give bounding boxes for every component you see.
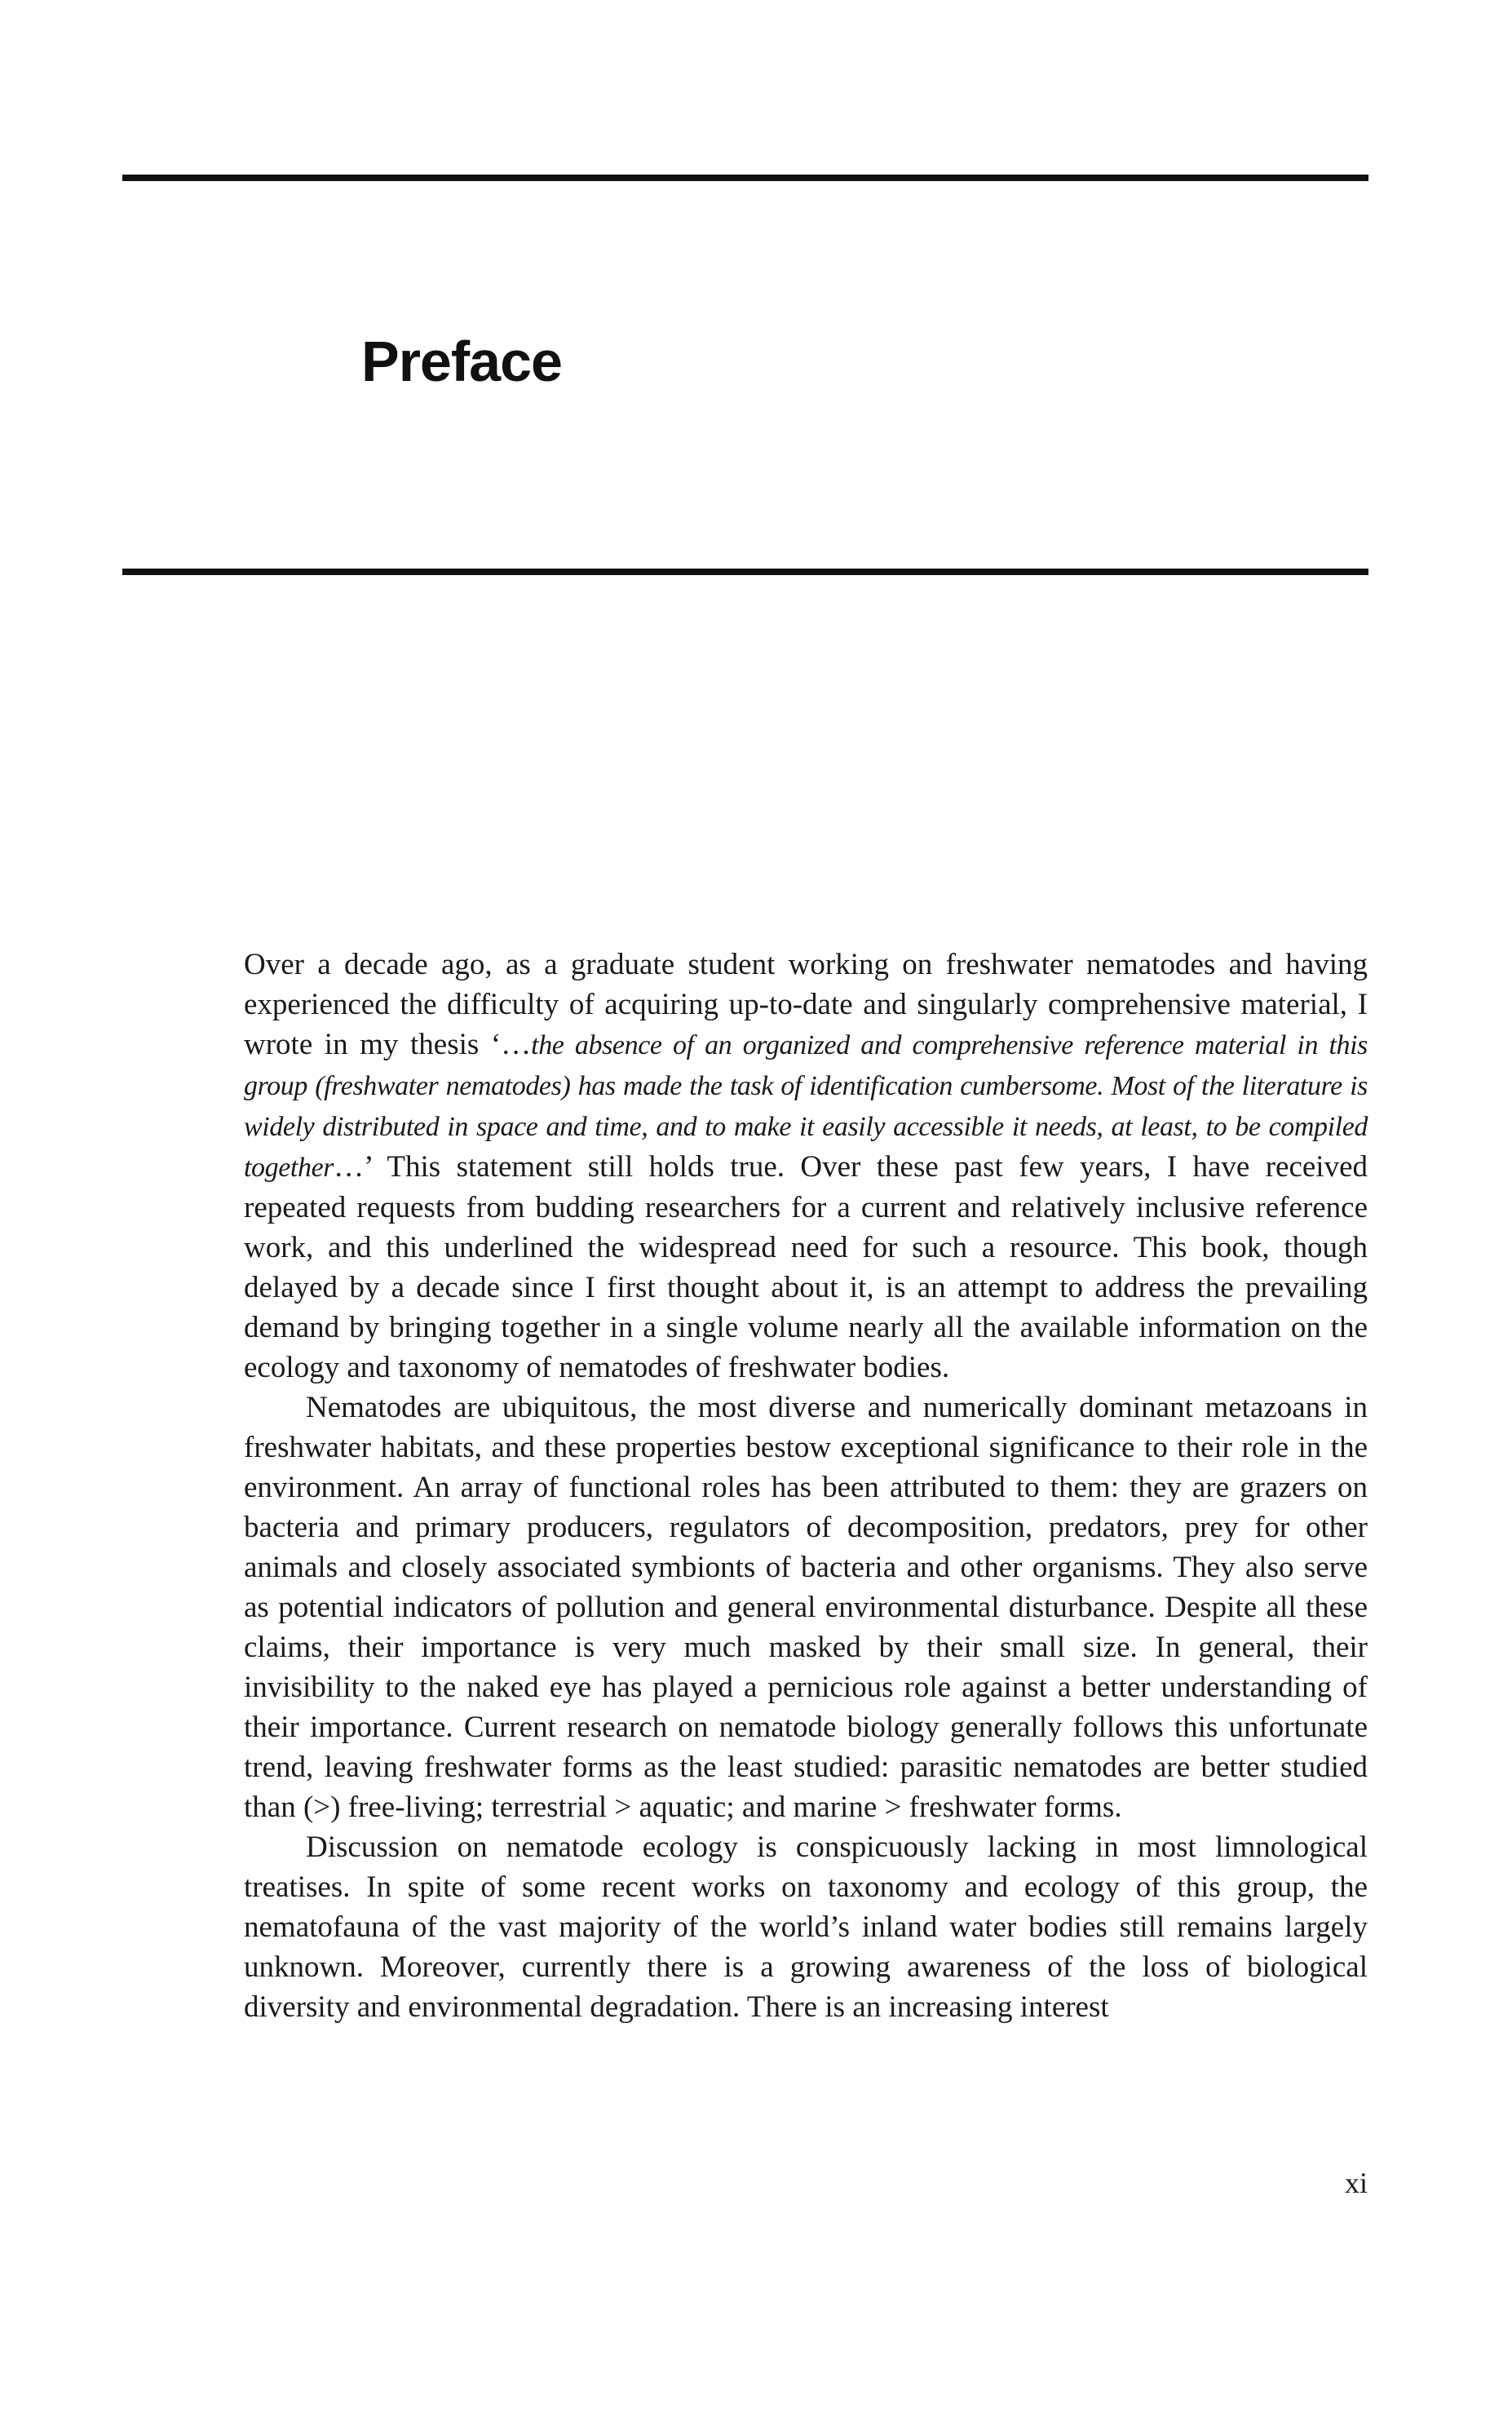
page-number: xi bbox=[1344, 2167, 1368, 2199]
paragraph-1-lead: Over a decade ago, as a graduate student working on freshwater nematodes and having experienced the difficulty of acquiring up-to-date and singularly comprehensive material, I wrote in my thesis ‘… bbox=[244, 948, 1368, 1061]
paragraph-2: Nematodes are ubiquitous, the most diverse and numerically dominant metazoans in freshwater habitats, and these properties bestow exceptional significance to their role in the environment. An array of functional roles has been attributed to them: they are grazers on bacteria and primary producers, regulators of decomposition, predators, prey for other animals and closely associated symbionts of bacteria and other organisms. They also serve as potential indicators of pollution and general environmental disturbance. Despite all these claims, their importance is very much masked by their small size. In general, their invisibility to the naked eye has played a pernicious role against a better understanding of their importance. Current research on nematode biology generally follows this unfortunate trend, leaving freshwater forms as the least studied: parasitic nematodes are better studied than (>) free-living; terrestrial > aquatic; and marine > freshwater forms. bbox=[244, 1391, 1368, 1824]
chapter-title: Preface bbox=[361, 330, 562, 393]
paragraph-3: Discussion on nematode ecology is conspicuously lacking in most limnological treatises. In spite of some recent works on taxonomy and ecology of this group, the nematofauna of the vast majority of the world’s inland water bodies still remains largely unknown. Moreover, currently there is a growing awareness of the loss of biological diversity and environmental degradation. There is an increasing interest bbox=[244, 1830, 1368, 2024]
body-text bbox=[244, 945, 1368, 2027]
bottom-rule bbox=[122, 569, 1368, 575]
top-rule bbox=[122, 175, 1368, 181]
paragraph-1-tail: …’ This statement still holds true. Over these past few years, I have received repeated requests from budding researchers for a current and relatively inclusive reference work, and this underlined the widespread need for such a resource. This book, though delayed by a decade since I first thought about it, is an attempt to address the prevailing demand by bringing together in a single volume nearly all the available information on the ecology and taxonomy of nematodes of freshwater bodies. bbox=[244, 1150, 1368, 1384]
paragraph-1 bbox=[244, 945, 1368, 1388]
thesis-quote: the absence of an organized and comprehensive reference material in this group (freshwater nematodes) has made the task of identification cumbersome. Most of the literature is widely distributed in space and time, and to make it easily accessible it needs, at least, to be compiled together bbox=[244, 1030, 1368, 1183]
